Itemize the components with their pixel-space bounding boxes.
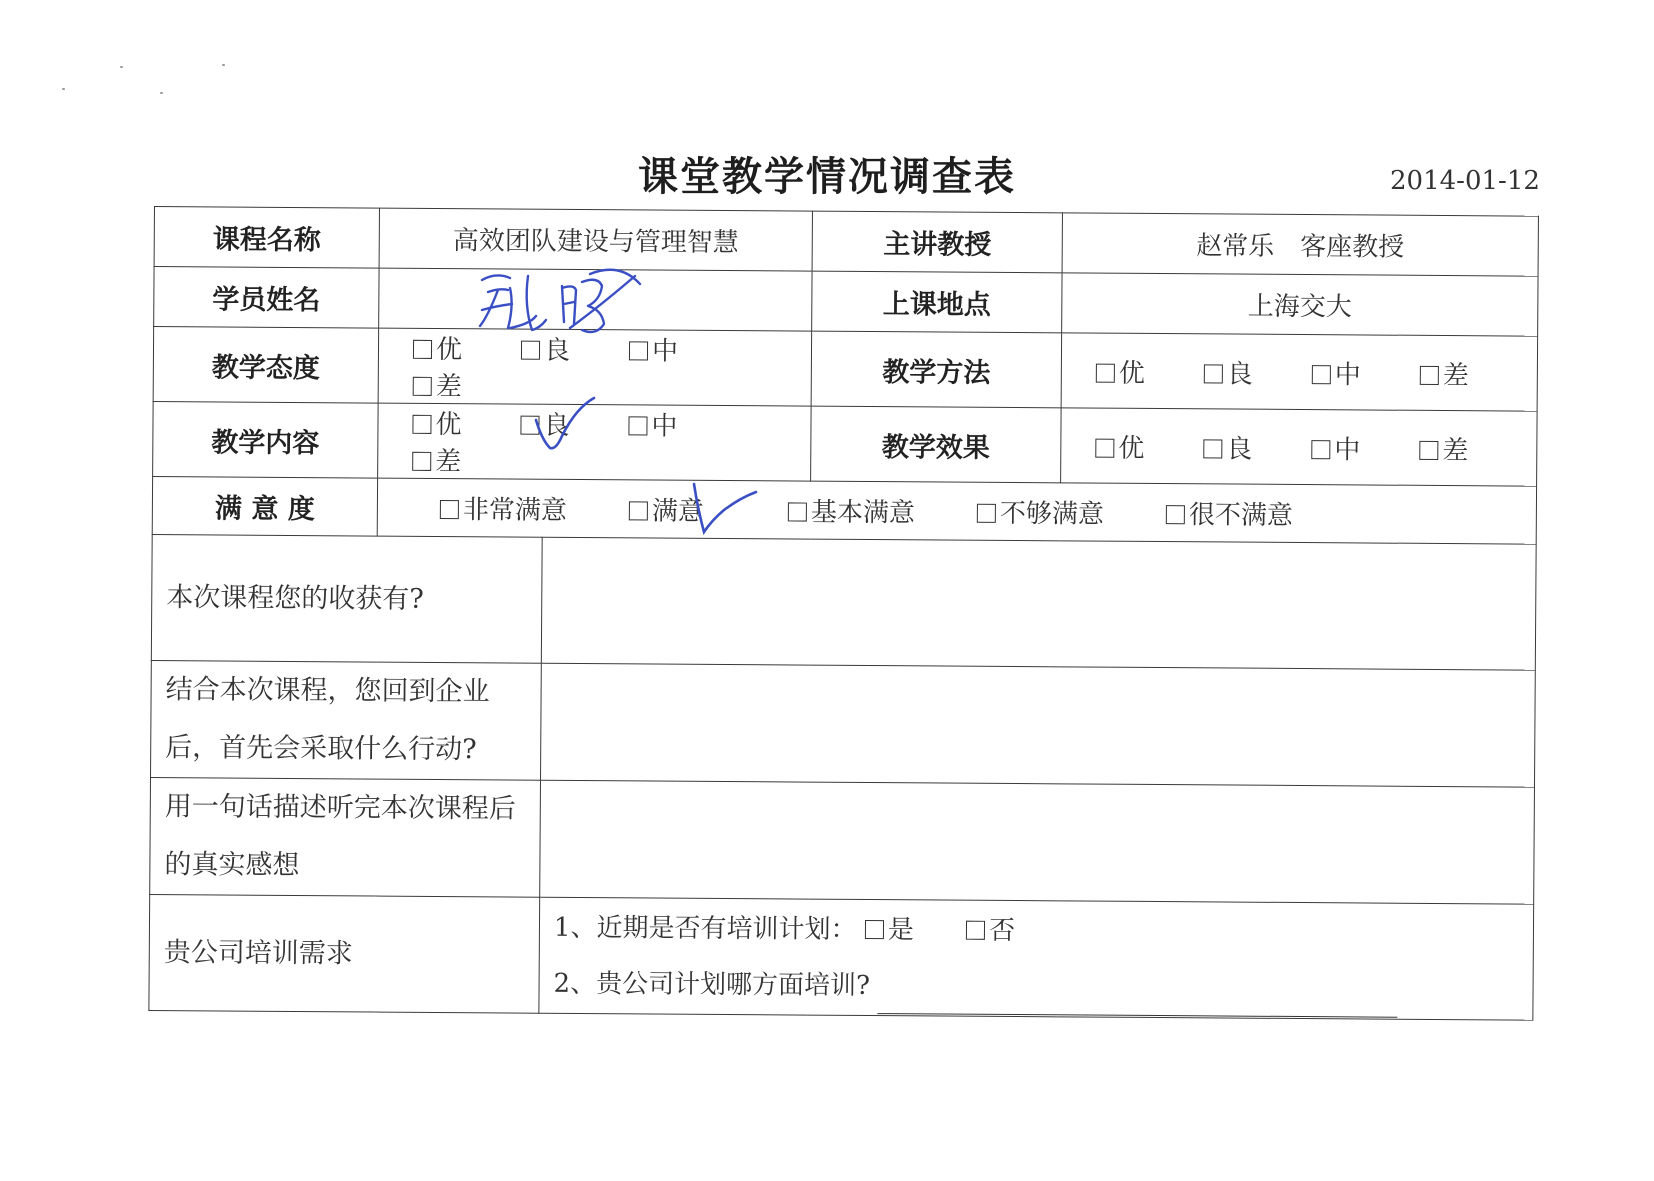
satisfaction-label: 满 意 度: [152, 476, 377, 536]
satisfaction-options: [377, 478, 1536, 544]
satisfaction-option[interactable]: 非常满意: [440, 489, 567, 527]
attitude-option[interactable]: 差: [413, 366, 521, 404]
attitude-option[interactable]: 中: [629, 330, 737, 368]
attitude-option[interactable]: 良: [521, 330, 629, 368]
page-title: 课堂教学情况调查表: [638, 154, 1016, 200]
training-needs-content: [539, 897, 1534, 1020]
effect-option[interactable]: 中: [1311, 429, 1419, 467]
checkbox-icon: [1095, 438, 1114, 457]
satisfaction-option[interactable]: 基本满意: [788, 491, 915, 529]
training-area-input[interactable]: [878, 991, 1398, 1018]
content-option-selected[interactable]: 良: [520, 405, 628, 443]
checkbox-icon: [413, 377, 432, 396]
row-action: [151, 660, 1536, 787]
content-option[interactable]: 差: [412, 441, 520, 479]
row-satisfaction: [152, 476, 1536, 544]
effect-option[interactable]: 差: [1419, 429, 1468, 466]
effect-option[interactable]: 优: [1095, 427, 1203, 465]
course-value: 高效团队建设与管理智慧: [379, 208, 812, 271]
course-label: 课程名称: [154, 207, 379, 269]
effect-option[interactable]: 良: [1203, 428, 1311, 466]
survey-date: 2014-01-12: [1390, 166, 1540, 196]
training-plan-yes[interactable]: 是: [865, 914, 914, 944]
row-training-needs: [149, 894, 1534, 1020]
checkbox-icon: [412, 415, 431, 434]
checkbox-icon: [1312, 365, 1331, 384]
training-needs-label: 贵公司培训需求: [149, 894, 540, 1013]
survey-table: [148, 206, 1539, 1021]
answer-feeling[interactable]: [540, 780, 1535, 904]
checkbox-icon: [413, 340, 432, 359]
method-label: 教学方法: [811, 331, 1062, 408]
question-action: 结合本次课程，您回到企业后，首先会采取什么行动?: [151, 660, 542, 780]
checkbox-icon: [1096, 363, 1115, 382]
training-plan-line: 1、近期是否有培训计划： 是 否: [553, 912, 1016, 946]
checkbox-icon: [788, 502, 807, 521]
checkbox-icon: [1311, 440, 1330, 459]
content-label: 教学内容: [153, 401, 379, 478]
checkbox-icon: [977, 504, 996, 523]
row-course: [154, 207, 1538, 277]
checkbox-icon: [628, 416, 647, 435]
checkbox-icon: [1420, 365, 1439, 384]
attitude-label: 教学态度: [153, 327, 379, 404]
method-option[interactable]: 中: [1312, 354, 1420, 392]
method-options: [1061, 333, 1538, 411]
satisfaction-option[interactable]: 很不满意: [1166, 494, 1293, 532]
row-content-effect: [153, 401, 1538, 486]
row-student: [154, 267, 1538, 337]
answer-gains[interactable]: [541, 537, 1536, 670]
training-area-line: 2、贵公司计划哪方面培训?: [553, 955, 1532, 1018]
checkbox-icon: [412, 452, 431, 471]
student-signature: [470, 266, 670, 346]
question-feeling: 用一句话描述听完本次课程后的真实感想: [150, 777, 541, 897]
answer-action[interactable]: [541, 663, 1536, 787]
check-mark-satisfaction: [690, 470, 760, 540]
checkbox-icon: [1204, 364, 1223, 383]
row-attitude-method: [153, 327, 1538, 412]
check-mark-content: [532, 396, 602, 456]
survey-form: [148, 206, 1538, 1024]
lecturer-label: 主讲教授: [812, 211, 1062, 273]
content-option[interactable]: 优: [412, 404, 520, 442]
method-option[interactable]: 良: [1204, 353, 1312, 391]
method-option[interactable]: 优: [1096, 352, 1204, 390]
row-feeling: [150, 777, 1535, 904]
checkbox-icon: [629, 501, 648, 520]
satisfaction-option-selected[interactable]: 满意: [629, 490, 704, 528]
satisfaction-option[interactable]: 不够满意: [977, 493, 1104, 531]
student-label: 学员姓名: [154, 267, 379, 329]
checkbox-icon: [1419, 440, 1438, 459]
effect-options: [1061, 408, 1538, 486]
location-label: 上课地点: [812, 271, 1062, 333]
content-option[interactable]: 中: [628, 405, 736, 443]
question-gains: 本次课程您的收获有?: [151, 534, 542, 663]
checkbox-icon: [865, 919, 884, 938]
checkbox-icon: [440, 500, 459, 519]
checkbox-icon: [1203, 439, 1222, 458]
location-value: 上海交大: [1062, 273, 1538, 336]
attitude-option[interactable]: 优: [413, 329, 521, 367]
effect-label: 教学效果: [811, 406, 1062, 483]
lecturer-value: 赵常乐 客座教授: [1062, 213, 1538, 276]
method-option[interactable]: 差: [1420, 354, 1469, 391]
checkbox-icon: [966, 920, 985, 939]
training-plan-no[interactable]: 否: [966, 915, 1015, 945]
checkbox-icon: [1166, 505, 1185, 524]
row-gains: [151, 534, 1536, 670]
